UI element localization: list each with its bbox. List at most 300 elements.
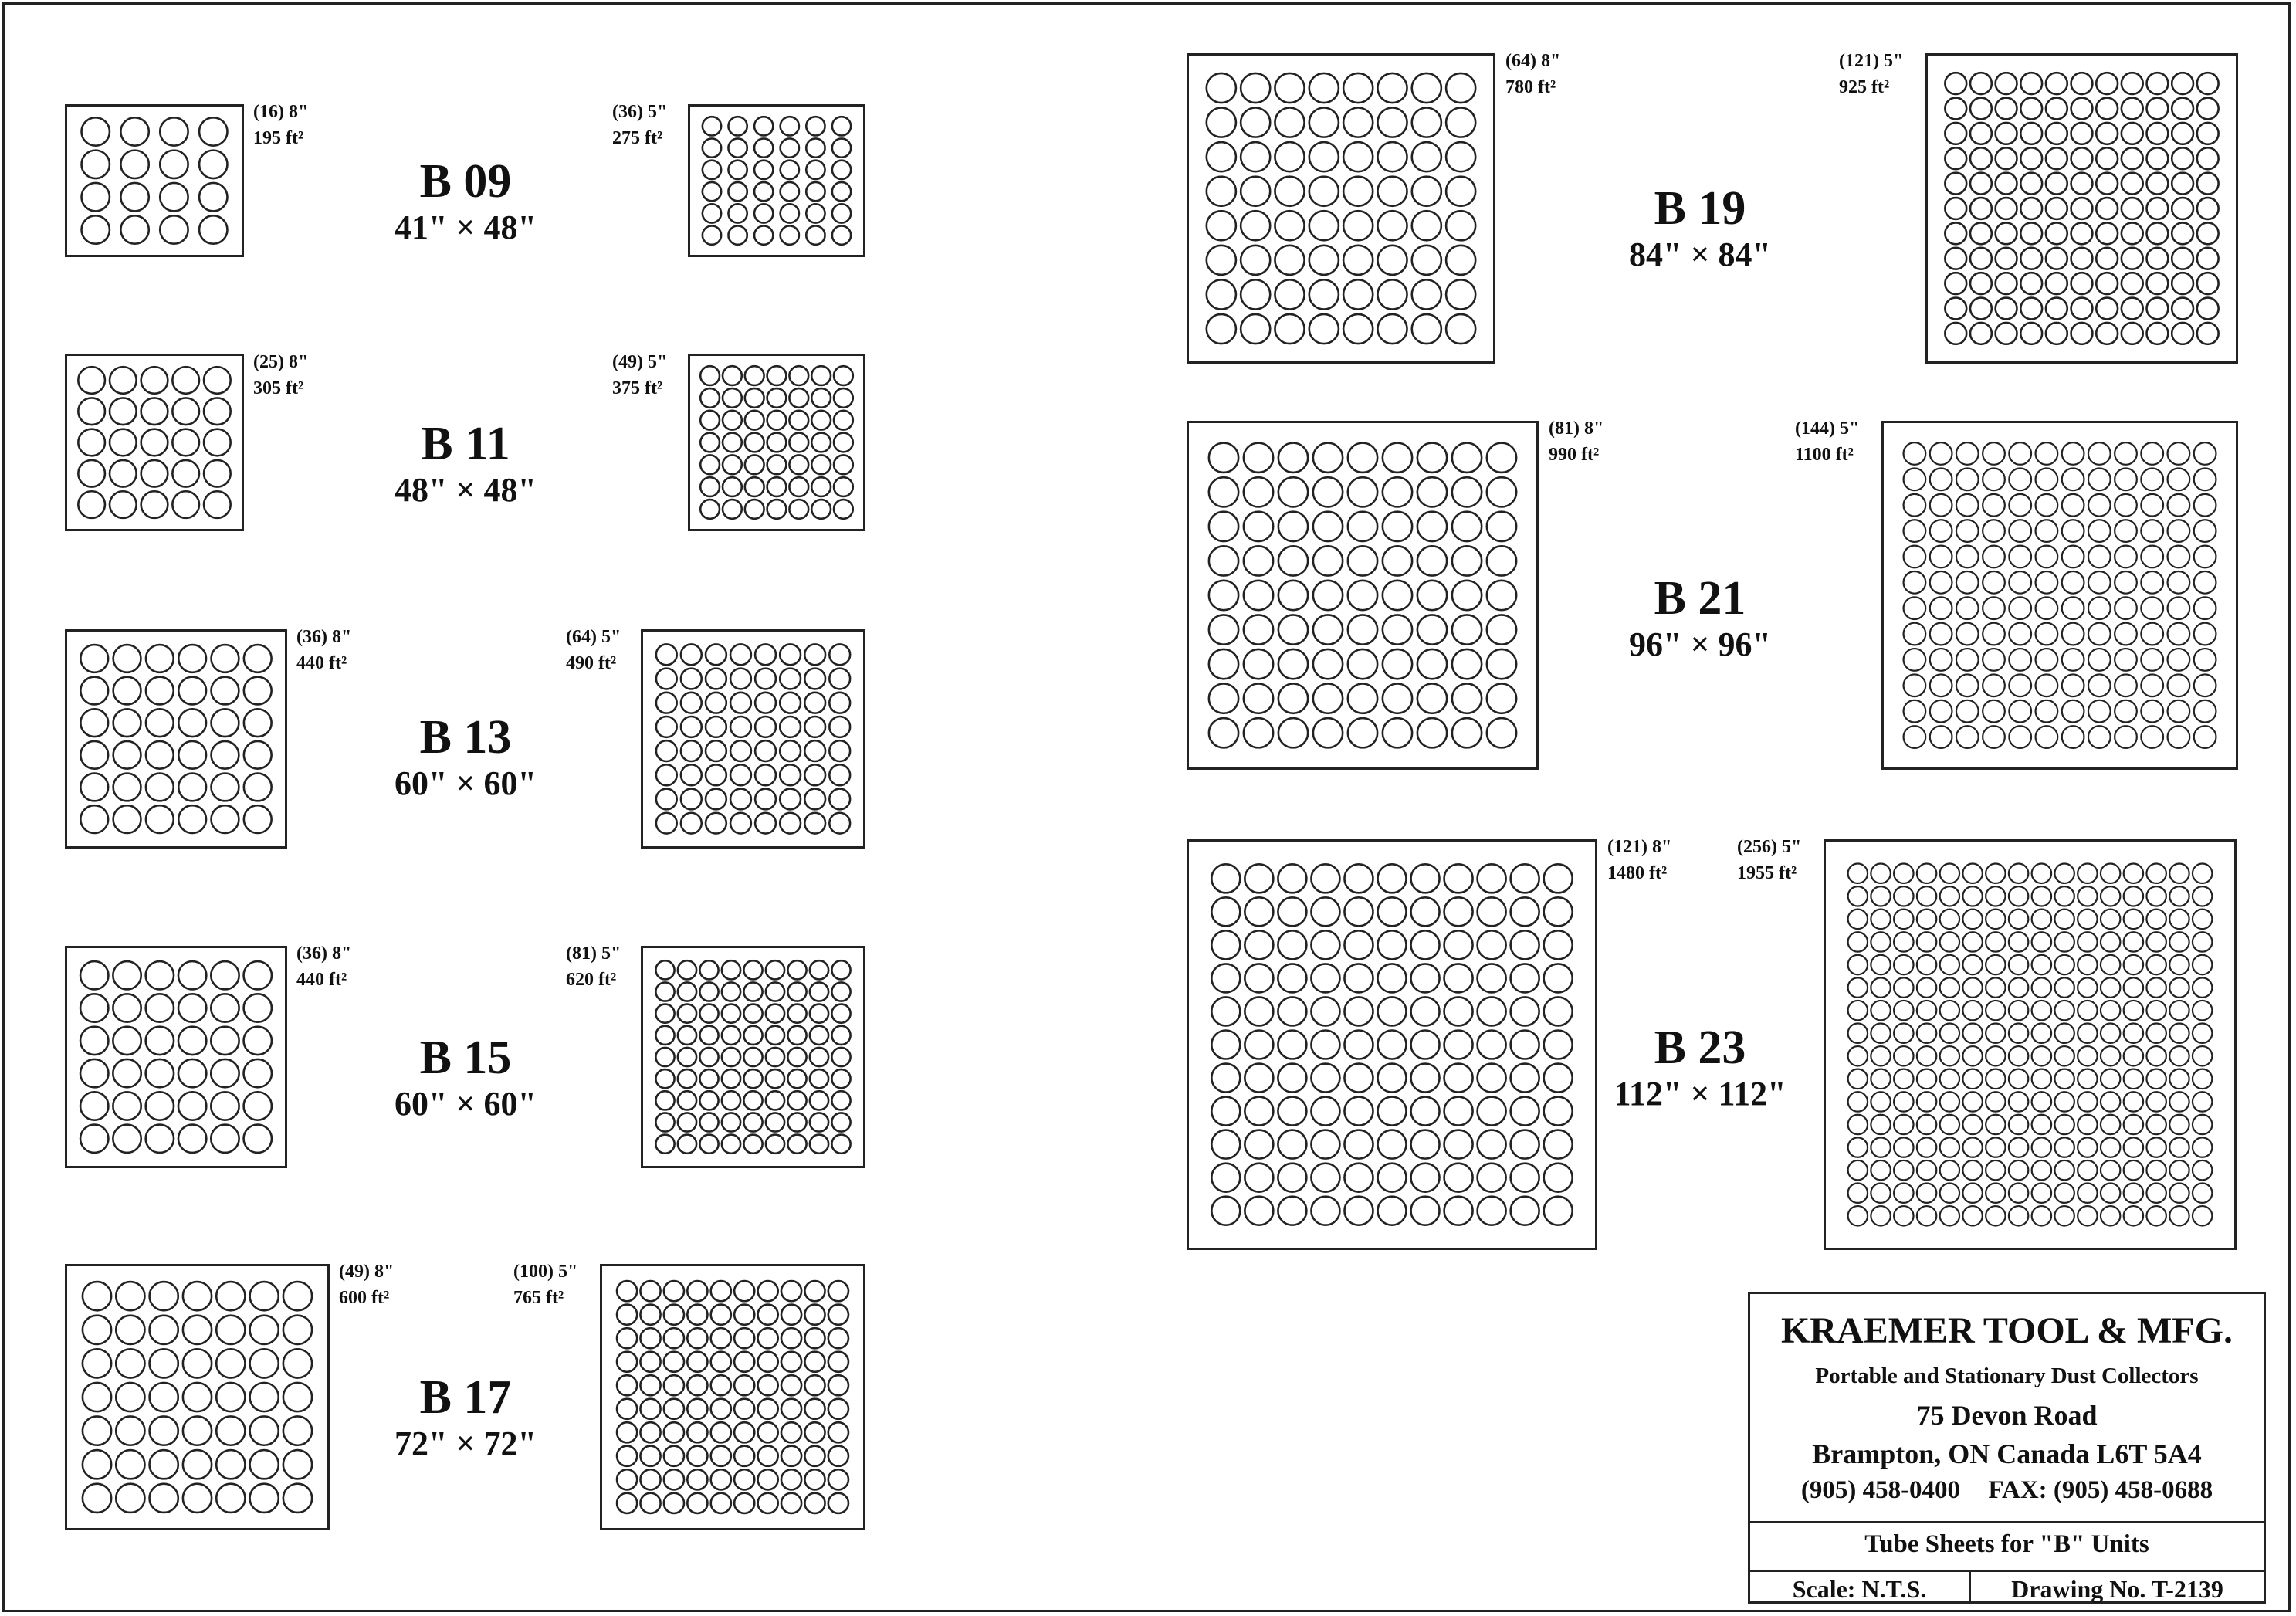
tube-hole <box>2168 674 2190 696</box>
tube-hole <box>1348 649 1377 679</box>
tube-hole <box>2146 1001 2166 1020</box>
tube-hole <box>1478 864 1506 893</box>
tube-hole <box>810 1004 828 1023</box>
tube-hole <box>2009 955 2028 974</box>
tube-hole-grid <box>67 948 285 1166</box>
tube-hole <box>640 1375 660 1395</box>
tube-hole <box>699 982 718 1001</box>
tube-hole <box>1377 108 1407 137</box>
tube-hole <box>664 1399 684 1419</box>
unit-model: B 23 <box>1654 1021 1746 1074</box>
tube-hole <box>178 961 206 989</box>
tube-hole <box>678 960 696 979</box>
tube-hole <box>1344 1030 1373 1059</box>
tube-hole <box>828 1328 848 1348</box>
tube-hole <box>1986 1137 2005 1157</box>
tube-hole <box>711 1422 731 1442</box>
tube-count-diameter: (81) 5" <box>566 944 621 964</box>
tube-hole <box>1511 964 1539 992</box>
tube-hole <box>2009 1137 2028 1157</box>
tube-hole <box>1275 279 1304 309</box>
tube-hole <box>1452 512 1482 541</box>
tube-hole <box>1945 73 1966 94</box>
tube-hole <box>2141 700 2163 723</box>
tube-hole <box>1487 477 1516 506</box>
tube-hole <box>1207 108 1236 137</box>
tube-hole <box>1904 700 1926 723</box>
tube-hole <box>811 411 831 430</box>
tube-hole <box>2146 1160 2166 1180</box>
tube-hole-grid <box>690 107 863 255</box>
tube-hole <box>212 677 239 705</box>
tube-hole <box>1377 864 1406 893</box>
tube-hole <box>640 1281 660 1301</box>
tube-hole <box>706 813 726 834</box>
tube-hole <box>1309 142 1339 171</box>
tube-hole <box>2046 123 2067 144</box>
tube-hole <box>1848 886 1868 906</box>
tube-hole <box>1275 142 1304 171</box>
tube-hole <box>2169 1115 2189 1134</box>
tube-hole <box>2124 955 2143 974</box>
company-fax: FAX: (905) 458-0688 <box>1988 1476 2213 1504</box>
tube-hole <box>730 669 751 689</box>
tube-hole <box>699 1004 718 1023</box>
tube-hole <box>2062 674 2084 696</box>
tube-hole <box>116 1282 144 1310</box>
tube-hole <box>2046 298 2067 320</box>
tube-hole <box>1412 108 1441 137</box>
tube-hole <box>1278 581 1308 610</box>
tube-hole-grid <box>67 1266 327 1528</box>
tube-hole <box>1383 512 1412 541</box>
tube-hole <box>2194 546 2216 568</box>
tube-hole <box>2124 1069 2143 1089</box>
tube-hole <box>789 388 808 408</box>
tube-hole <box>2046 147 2067 169</box>
tube-count-diameter: (256) 5" <box>1737 837 1802 857</box>
tube-hole <box>806 161 825 179</box>
tube-hole <box>2168 649 2190 671</box>
tube-hole <box>1894 1183 1913 1202</box>
unit-model: B 17 <box>419 1371 512 1424</box>
tube-hole <box>664 1375 684 1395</box>
tube-hole <box>1343 279 1373 309</box>
tube-hole <box>1241 246 1270 275</box>
tube-hole <box>2146 932 2166 951</box>
tube-hole <box>1871 1024 1890 1043</box>
tube-hole <box>700 366 720 385</box>
tube-spec <box>296 940 351 993</box>
tube-hole <box>1377 314 1407 344</box>
tube-hole <box>2169 1092 2189 1111</box>
tube-hole <box>743 982 762 1001</box>
tube-hole <box>2122 248 2143 269</box>
tube-hole <box>2036 649 2058 671</box>
tube-hole <box>2168 700 2190 723</box>
tube-hole <box>617 1281 637 1301</box>
tube-hole <box>2101 864 2120 883</box>
drawing-title: Tube Sheets for "B" Units <box>1864 1530 2149 1558</box>
tube-hole <box>1275 211 1304 240</box>
tube-hole <box>754 226 773 245</box>
tube-hole <box>2141 546 2163 568</box>
tube-hole <box>216 1316 245 1344</box>
tube-hole <box>1848 910 1868 929</box>
tube-hole <box>2009 886 2028 906</box>
tube-hole <box>1344 930 1373 959</box>
tube-hole <box>781 1305 801 1325</box>
tube-hole <box>1244 581 1273 610</box>
tube-hole <box>703 204 721 222</box>
tube-hole <box>1278 718 1308 747</box>
tube-hole <box>2194 469 2216 491</box>
tube-hole <box>655 1069 674 1088</box>
tube-hole <box>687 1446 707 1466</box>
tube-hole <box>1871 1069 1890 1089</box>
tube-hole <box>1343 73 1373 103</box>
tube-hole <box>2193 886 2212 906</box>
tube-hole <box>2101 977 2120 997</box>
tube-count-diameter: (121) 5" <box>1839 51 1904 71</box>
unit-dimensions: 72" × 72" <box>395 1425 537 1462</box>
tube-hole <box>2124 1206 2143 1225</box>
tube-hole <box>828 1305 848 1325</box>
filter-area: 780 ft² <box>1505 77 1556 97</box>
tube-hole <box>745 411 764 430</box>
tube-hole <box>723 411 742 430</box>
tube-hole <box>1940 1046 1959 1065</box>
tube-hole <box>2020 198 2042 219</box>
tube-hole <box>160 183 188 211</box>
tube-hole <box>1871 1001 1890 1020</box>
tube-hole <box>2032 1183 2051 1202</box>
tube-hole <box>2169 1024 2189 1043</box>
tube-hole <box>1344 864 1373 893</box>
tube-hole <box>787 1069 806 1088</box>
tube-hole <box>2193 1183 2212 1202</box>
tube-hole <box>810 1113 828 1131</box>
tube-hole <box>1904 571 1926 594</box>
tube-hole <box>2146 977 2166 997</box>
tube-hole <box>2071 73 2093 94</box>
tube-hole <box>1945 248 1966 269</box>
tube-hole <box>146 1059 174 1087</box>
tube-hole <box>2101 1001 2120 1020</box>
tube-hole <box>2096 173 2118 195</box>
tube-hole <box>806 204 825 222</box>
tube-hole <box>2071 273 2093 294</box>
tube-hole <box>2168 520 2190 542</box>
tube-hole <box>2101 1137 2120 1157</box>
tube-hole <box>681 669 702 689</box>
tube-hole <box>1962 1137 1982 1157</box>
tube-hole <box>754 117 773 135</box>
tube-hole <box>700 388 720 408</box>
tube-hole <box>1940 1206 1959 1225</box>
tube-hole <box>1377 1097 1406 1126</box>
tube-hole <box>655 982 674 1001</box>
tube-hole <box>2078 1092 2097 1111</box>
tube-hole <box>2172 323 2193 344</box>
unit-model: B 09 <box>419 155 512 208</box>
tube-hole <box>2101 886 2120 906</box>
tube-hole <box>831 1004 850 1023</box>
tube-hole <box>1904 649 1926 671</box>
tube-hole <box>244 1092 272 1120</box>
tube-hole <box>781 1352 801 1372</box>
tube-hole <box>211 961 239 989</box>
tube-hole <box>706 740 726 761</box>
tube-hole <box>2088 597 2111 619</box>
tube-hole <box>216 1450 245 1479</box>
tube-hole <box>183 1484 212 1513</box>
unit-label <box>311 1031 620 1123</box>
tube-hole <box>640 1352 660 1372</box>
tube-hole <box>655 960 674 979</box>
tube-hole <box>1444 930 1473 959</box>
tube-hole <box>758 1469 778 1489</box>
tube-hole <box>146 1092 174 1120</box>
tube-hole <box>767 411 787 430</box>
tube-hole <box>1917 1046 1936 1065</box>
tube-hole <box>766 960 784 979</box>
tube-hole <box>2115 623 2137 645</box>
tube-sheet-plate <box>65 629 287 849</box>
tube-hole <box>1986 1160 2005 1180</box>
tube-hole <box>1970 98 1992 120</box>
tube-hole <box>1487 615 1516 644</box>
tube-hole <box>655 1026 674 1045</box>
tube-hole <box>723 433 742 452</box>
tube-hole <box>2193 910 2212 929</box>
tube-hole <box>730 644 751 665</box>
tube-hole <box>1511 897 1539 926</box>
tube-hole <box>250 1316 279 1344</box>
tube-hole <box>1511 1030 1539 1059</box>
tube-hole <box>804 813 825 834</box>
tube-hole <box>2101 1069 2120 1089</box>
tube-hole <box>1278 546 1308 575</box>
tube-hole <box>178 805 206 833</box>
tube-hole <box>687 1493 707 1513</box>
tube-hole <box>1245 1197 1273 1225</box>
tube-hole <box>2032 1115 2051 1134</box>
tube-hole <box>2054 955 2074 974</box>
tube-hole <box>82 117 110 145</box>
tube-hole <box>766 1048 784 1066</box>
tube-hole <box>780 764 801 785</box>
tube-hole <box>1940 1137 1959 1157</box>
tube-hole <box>1211 1130 1240 1159</box>
tube-count-diameter: (36) 5" <box>612 102 668 122</box>
tube-hole <box>700 411 720 430</box>
tube-hole <box>1970 73 1992 94</box>
tube-hole <box>1311 1064 1339 1093</box>
tube-hole <box>141 398 168 425</box>
tube-hole <box>2141 571 2163 594</box>
company-phone: (905) 458-0400 <box>1800 1476 1961 1504</box>
tube-hole <box>1207 279 1236 309</box>
tube-hole <box>734 1493 754 1513</box>
tube-hole <box>2168 469 2190 491</box>
tube-hole <box>1211 964 1240 992</box>
tube-hole <box>113 1027 141 1055</box>
tube-hole <box>723 477 742 496</box>
tube-hole <box>730 740 751 761</box>
tube-hole <box>2169 1206 2189 1225</box>
tube-hole <box>656 669 677 689</box>
tube-hole <box>2146 886 2166 906</box>
tube-hole <box>1904 623 1926 645</box>
tube-count-diameter: (64) 8" <box>1505 51 1561 71</box>
tube-hole <box>1983 520 2005 542</box>
tube-hole <box>664 1493 684 1513</box>
tube-hole <box>113 961 141 989</box>
tube-hole <box>1894 977 1913 997</box>
tube-hole <box>1962 1183 1982 1202</box>
tube-hole <box>1904 494 1926 517</box>
tube-hole <box>722 1048 740 1066</box>
tube-hole <box>1275 73 1304 103</box>
tube-hole <box>766 1026 784 1045</box>
tube-hole <box>2078 1160 2097 1180</box>
tube-hole <box>183 1450 212 1479</box>
tube-hole <box>711 1281 731 1301</box>
tube-hole <box>1311 897 1339 926</box>
tube-hole <box>789 433 808 452</box>
tube-hole <box>640 1422 660 1442</box>
tube-hole <box>83 1383 111 1411</box>
tube-hole <box>2169 886 2189 906</box>
tube-hole <box>617 1352 637 1372</box>
unit-label <box>311 1370 620 1463</box>
tube-hole <box>780 740 801 761</box>
tube-hole <box>1377 930 1406 959</box>
tube-hole <box>1348 477 1377 506</box>
tube-hole <box>703 117 721 135</box>
tube-hole <box>2124 886 2143 906</box>
tube-hole <box>2078 910 2097 929</box>
tube-hole <box>831 1091 850 1110</box>
tube-hole <box>781 117 799 135</box>
tube-hole <box>1278 1030 1306 1059</box>
tube-hole <box>2071 123 2093 144</box>
tube-hole <box>1478 1030 1506 1059</box>
tube-hole <box>1244 649 1273 679</box>
tube-hole <box>2141 520 2163 542</box>
tube-hole <box>722 1113 740 1131</box>
tube-hole <box>2146 1046 2166 1065</box>
tube-hole <box>2009 910 2028 929</box>
tube-hole <box>1412 211 1441 240</box>
tube-hole <box>2032 886 2051 906</box>
tube-hole <box>1940 1092 1959 1111</box>
tube-hole <box>1962 1001 1982 1020</box>
tube-hole <box>723 366 742 385</box>
tube-hole <box>283 1349 312 1377</box>
tube-hole <box>1970 222 1992 244</box>
tube-hole <box>2096 298 2118 320</box>
tube-hole <box>2009 864 2028 883</box>
tube-hole <box>1917 1160 1936 1180</box>
tube-hole <box>804 717 825 737</box>
filter-area: 620 ft² <box>566 970 617 990</box>
tube-hole <box>1904 674 1926 696</box>
tube-hole-grid <box>643 632 863 846</box>
tube-hole <box>681 789 702 810</box>
tube-hole <box>1962 955 1982 974</box>
tube-hole <box>2078 886 2097 906</box>
tube-hole <box>2009 726 2031 748</box>
tube-hole <box>1848 1206 1868 1225</box>
tube-hole <box>656 740 677 761</box>
tube-sheet-plate <box>1187 839 1597 1250</box>
tube-hole <box>1344 897 1373 926</box>
tube-hole <box>2193 932 2212 951</box>
tube-hole <box>1894 1001 1913 1020</box>
tube-hole <box>1983 469 2005 491</box>
tube-hole <box>116 1484 144 1513</box>
tube-hole <box>1917 977 1936 997</box>
tube-hole <box>212 741 239 769</box>
tube-hole <box>2172 98 2193 120</box>
tube-hole <box>656 813 677 834</box>
tube-hole <box>1444 864 1473 893</box>
tube-hole <box>743 1048 762 1066</box>
tube-hole <box>766 1004 784 1023</box>
tube-hole <box>1970 323 1992 344</box>
tube-hole <box>1411 1164 1440 1192</box>
tube-hole <box>1344 1064 1373 1093</box>
tube-hole <box>831 960 850 979</box>
tube-hole <box>1871 864 1890 883</box>
tube-hole <box>2088 649 2111 671</box>
tube-hole <box>755 693 776 713</box>
tube-hole <box>2088 442 2111 465</box>
tube-hole <box>113 677 141 705</box>
tube-hole <box>2115 700 2137 723</box>
tube-hole <box>2071 98 2093 120</box>
tube-hole <box>804 1469 825 1489</box>
tube-hole <box>1444 897 1473 926</box>
tube-hole <box>1930 520 1952 542</box>
tube-hole <box>1313 684 1343 713</box>
tube-hole <box>2009 1001 2028 1020</box>
tube-hole <box>1848 1160 1868 1180</box>
tube-hole <box>1209 615 1238 644</box>
tube-hole <box>1309 279 1339 309</box>
tube-hole <box>2169 1160 2189 1180</box>
tube-hole <box>1917 932 1936 951</box>
tube-hole <box>2096 323 2118 344</box>
tube-hole <box>728 226 747 245</box>
tube-hole <box>2146 1137 2166 1157</box>
tube-hole <box>1309 246 1339 275</box>
tube-hole <box>1211 864 1240 893</box>
tube-hole <box>711 1399 731 1419</box>
tube-hole <box>1962 1206 1982 1225</box>
tube-hole <box>722 1004 740 1023</box>
tube-hole <box>2146 1115 2166 1134</box>
tube-hole <box>2115 597 2137 619</box>
tube-hole <box>80 774 108 801</box>
tube-hole <box>2124 1160 2143 1180</box>
tube-hole-grid <box>643 948 863 1166</box>
tube-hole <box>1970 298 1992 320</box>
tube-hole <box>1970 147 1992 169</box>
tube-hole <box>1211 1164 1240 1192</box>
